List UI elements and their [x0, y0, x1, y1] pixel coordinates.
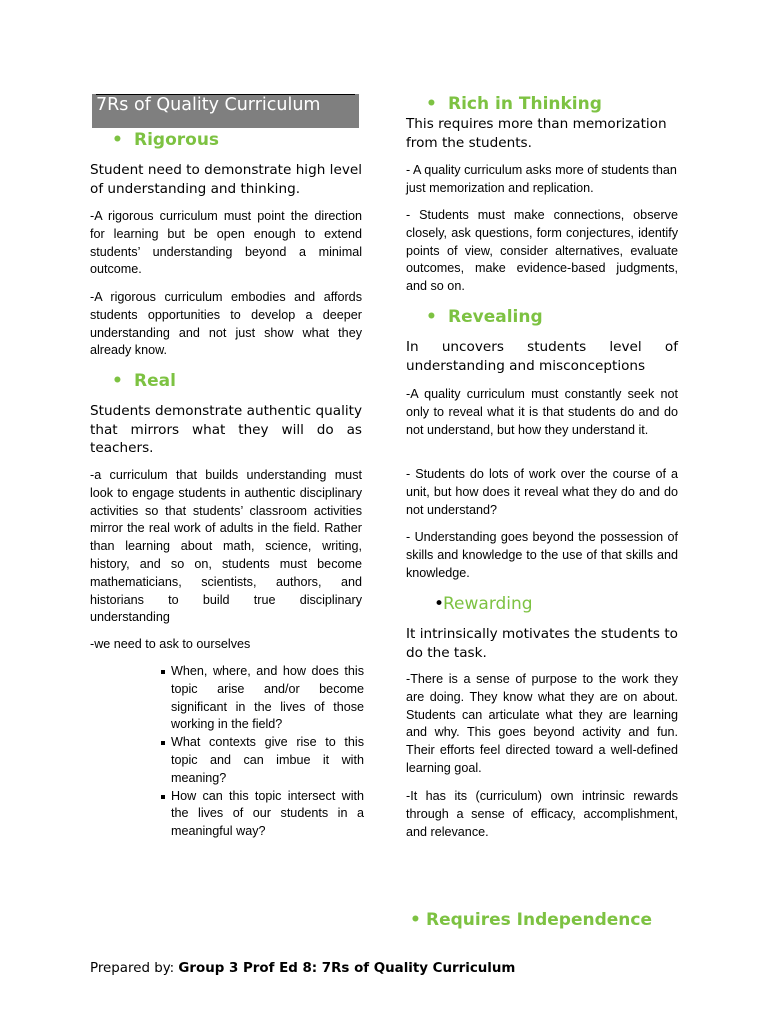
- document-title-text: 7Rs of Quality Curriculum: [96, 94, 355, 116]
- revealing-paragraph-3: - Understanding goes beyond the possession of skills and knowledge to the use of that skills and knowledge.: [406, 530, 678, 580]
- bullet-icon: •: [426, 307, 437, 327]
- heading-rewarding: •Rewarding: [434, 594, 533, 614]
- footer-label: Prepared by:: [90, 961, 179, 976]
- rewarding-lead: It intrinsically motivates the students to do the task.: [406, 626, 678, 661]
- rich-lead: This requires more than memorization from the students.: [406, 116, 667, 151]
- heading-rich-in-thinking: • Rich in Thinking: [426, 94, 602, 114]
- list-item: When, where, and how does this topic arise and/or become significant in the lives of those working in the field?: [160, 663, 364, 734]
- heading-real: • Real: [112, 371, 176, 391]
- rich-paragraph-2: - Students must make connections, observe closely, ask questions, form conjectures, identify points of view, consider alternatives, evaluate outcomes, make evidence-based judgments, and so on.: [406, 208, 678, 294]
- rigorous-paragraph-1: -A rigorous curriculum must point the direction for learning but be open enough to extend students’ understanding beyond a minimal outcome.: [90, 209, 362, 277]
- footer: [90, 960, 515, 978]
- rewarding-paragraph-1: -There is a sense of purpose to the work they are doing. They know what they are on about. Students can articulate what they are learning and why. This goes beyond activity and fun. Their efforts feel directed toward a well-defined learning goal.: [406, 672, 678, 775]
- real-paragraph-2: -we need to ask to ourselves: [90, 637, 251, 651]
- heading-requires-independence: • Requires Independence: [410, 910, 653, 930]
- rigorous-paragraph-2: -A rigorous curriculum embodies and affords students opportunities to develop a deeper understanding and not just show what they already know.: [90, 290, 362, 358]
- real-paragraph-1: -a curriculum that builds understanding must look to engage students in authentic disciplinary activities so that students’ classroom activities mirror the real work of adults in the field. Rather than learning about math, science, writing, history, and so on, students must become mathematicians, scientists, authors, and historians to build true disciplinary understanding: [90, 468, 362, 625]
- revealing-paragraph-2: - Students do lots of work over the course of a unit, but how does it reveal what they do and do not understand?: [406, 467, 678, 517]
- rewarding-paragraph-2: -It has its (curriculum) own intrinsic rewards through a sense of efficacy, accomplishment, and relevance.: [406, 789, 678, 839]
- reflection-questions-list: [160, 663, 364, 841]
- footer-value: Group 3 Prof Ed 8: 7Rs of Quality Curriculum: [178, 961, 516, 976]
- list-item: What contexts give rise to this topic and can imbue it with meaning?: [160, 734, 364, 787]
- heading-revealing: • Revealing: [426, 307, 543, 327]
- bullet-icon: •: [112, 130, 123, 150]
- bullet-icon: •: [434, 594, 445, 614]
- list-item: How can this topic intersect with the lives of our students in a meaningful way?: [160, 788, 364, 841]
- bullet-icon: •: [426, 94, 437, 114]
- heading-rigorous: • Rigorous: [112, 130, 220, 150]
- revealing-paragraph-1: -A quality curriculum must constantly seek not only to reveal what it is that students do and do not understand, but how they understand it.: [406, 387, 678, 437]
- document-title: [92, 94, 359, 128]
- revealing-lead: In uncovers students level of understanding and misconceptions: [406, 339, 678, 374]
- bullet-icon: •: [112, 371, 123, 391]
- bullet-icon: •: [410, 910, 421, 930]
- real-lead: Students demonstrate authentic quality that mirrors what they will do as teachers.: [90, 403, 362, 456]
- rich-paragraph-1: - A quality curriculum asks more of students than just memorization and replication.: [406, 163, 677, 195]
- rigorous-lead: Student need to demonstrate high level of understanding and thinking.: [90, 162, 362, 197]
